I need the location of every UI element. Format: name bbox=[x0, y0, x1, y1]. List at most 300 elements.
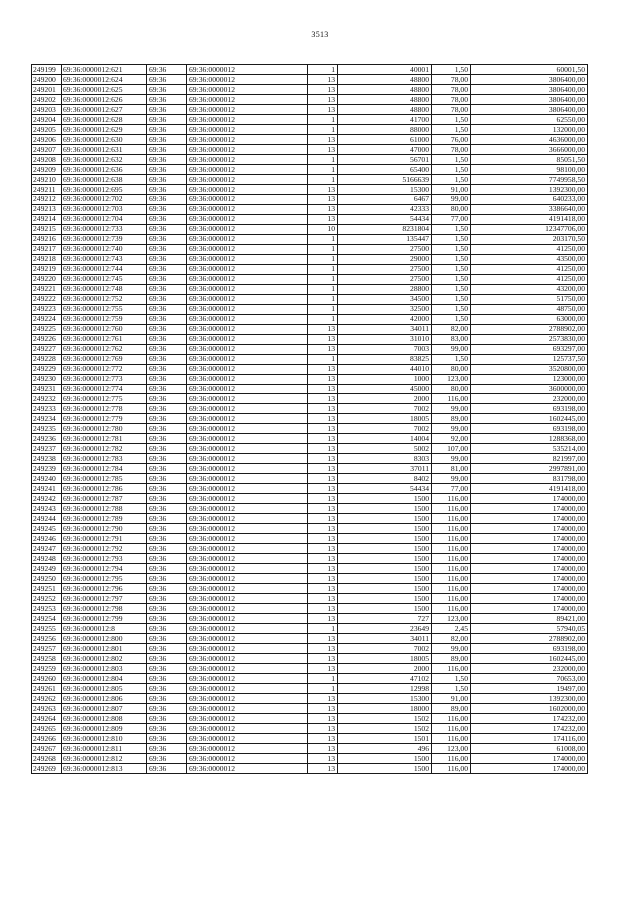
table-row bbox=[32, 154, 588, 164]
table-row bbox=[32, 144, 588, 154]
row-number-cell: 249256 bbox=[32, 634, 62, 644]
quarter-cell: 69:36:0000012 bbox=[187, 534, 308, 544]
cadastral-number-cell: 69:36:0000012:787 bbox=[62, 494, 147, 504]
area-cell: 1000 bbox=[338, 374, 432, 384]
district-cell: 69:36 bbox=[147, 664, 187, 674]
cadastral-number-cell: 69:36:0000012:803 bbox=[62, 664, 147, 674]
rate-cell: 76,00 bbox=[432, 134, 471, 144]
area-cell: 41700 bbox=[338, 114, 432, 124]
area-cell: 34500 bbox=[338, 294, 432, 304]
category-cell: 13 bbox=[308, 404, 338, 414]
cadastral-value-cell: 693198,00 bbox=[471, 404, 588, 414]
district-cell: 69:36 bbox=[147, 274, 187, 284]
cadastral-number-cell: 69:36:0000012:806 bbox=[62, 694, 147, 704]
row-number-cell: 249231 bbox=[32, 384, 62, 394]
quarter-cell: 69:36:0000012 bbox=[187, 494, 308, 504]
rate-cell: 116,00 bbox=[432, 584, 471, 594]
area-cell: 42333 bbox=[338, 204, 432, 214]
category-cell: 13 bbox=[308, 434, 338, 444]
cadastral-value-cell: 693198,00 bbox=[471, 424, 588, 434]
area-cell: 1500 bbox=[338, 564, 432, 574]
rate-cell: 1,50 bbox=[432, 65, 471, 75]
category-cell: 13 bbox=[308, 334, 338, 344]
rate-cell: 1,50 bbox=[432, 304, 471, 314]
rate-cell: 1,50 bbox=[432, 284, 471, 294]
district-cell: 69:36 bbox=[147, 494, 187, 504]
cadastral-value-cell: 41250,00 bbox=[471, 244, 588, 254]
district-cell: 69:36 bbox=[147, 684, 187, 694]
cadastral-number-cell: 69:36:0000012:629 bbox=[62, 124, 147, 134]
table-row bbox=[32, 164, 588, 174]
cadastral-number-cell: 69:36:0000012:805 bbox=[62, 684, 147, 694]
cadastral-number-cell: 69:36:0000012:780 bbox=[62, 424, 147, 434]
category-cell: 13 bbox=[308, 733, 338, 743]
rate-cell: 1,50 bbox=[432, 244, 471, 254]
area-cell: 8231804 bbox=[338, 224, 432, 234]
quarter-cell: 69:36:0000012 bbox=[187, 624, 308, 634]
cadastral-number-cell: 69:36:0000012:804 bbox=[62, 674, 147, 684]
row-number-cell: 249211 bbox=[32, 184, 62, 194]
table-row bbox=[32, 564, 588, 574]
cadastral-value-cell: 123000,00 bbox=[471, 374, 588, 384]
district-cell: 69:36 bbox=[147, 214, 187, 224]
area-cell: 28800 bbox=[338, 284, 432, 294]
cadastral-number-cell: 69:36:0000012:703 bbox=[62, 204, 147, 214]
area-cell: 45000 bbox=[338, 384, 432, 394]
quarter-cell: 69:36:0000012 bbox=[187, 743, 308, 753]
category-cell: 10 bbox=[308, 224, 338, 234]
cadastral-number-cell: 69:36:0000012:760 bbox=[62, 324, 147, 334]
rate-cell: 123,00 bbox=[432, 374, 471, 384]
district-cell: 69:36 bbox=[147, 164, 187, 174]
category-cell: 13 bbox=[308, 763, 338, 773]
table-row bbox=[32, 424, 588, 434]
district-cell: 69:36 bbox=[147, 304, 187, 314]
cadastral-number-cell: 69:36:0000012:798 bbox=[62, 604, 147, 614]
table-row bbox=[32, 444, 588, 454]
cadastral-value-cell: 7749958,50 bbox=[471, 174, 588, 184]
table-body bbox=[32, 65, 588, 774]
rate-cell: 80,00 bbox=[432, 384, 471, 394]
district-cell: 69:36 bbox=[147, 284, 187, 294]
category-cell: 13 bbox=[308, 654, 338, 664]
row-number-cell: 249235 bbox=[32, 424, 62, 434]
category-cell: 13 bbox=[308, 364, 338, 374]
area-cell: 48800 bbox=[338, 84, 432, 94]
row-number-cell: 249243 bbox=[32, 504, 62, 514]
cadastral-number-cell: 69:36:0000012:786 bbox=[62, 484, 147, 494]
quarter-cell: 69:36:0000012 bbox=[187, 134, 308, 144]
row-number-cell: 249200 bbox=[32, 74, 62, 84]
area-cell: 56701 bbox=[338, 154, 432, 164]
district-cell: 69:36 bbox=[147, 104, 187, 114]
category-cell: 13 bbox=[308, 694, 338, 704]
table-row bbox=[32, 204, 588, 214]
row-number-cell: 249265 bbox=[32, 723, 62, 733]
district-cell: 69:36 bbox=[147, 554, 187, 564]
district-cell: 69:36 bbox=[147, 454, 187, 464]
row-number-cell: 249223 bbox=[32, 304, 62, 314]
rate-cell: 92,00 bbox=[432, 434, 471, 444]
row-number-cell: 249219 bbox=[32, 264, 62, 274]
rate-cell: 77,00 bbox=[432, 484, 471, 494]
quarter-cell: 69:36:0000012 bbox=[187, 434, 308, 444]
district-cell: 69:36 bbox=[147, 713, 187, 723]
row-number-cell: 249234 bbox=[32, 414, 62, 424]
cadastral-number-cell: 69:36:0000012:632 bbox=[62, 154, 147, 164]
category-cell: 13 bbox=[308, 504, 338, 514]
cadastral-number-cell: 69:36:0000012:775 bbox=[62, 394, 147, 404]
category-cell: 13 bbox=[308, 704, 338, 714]
area-cell: 31010 bbox=[338, 334, 432, 344]
district-cell: 69:36 bbox=[147, 474, 187, 484]
cadastral-number-cell: 69:36:0000012:782 bbox=[62, 444, 147, 454]
category-cell: 1 bbox=[308, 304, 338, 314]
row-number-cell: 249257 bbox=[32, 644, 62, 654]
rate-cell: 78,00 bbox=[432, 84, 471, 94]
quarter-cell: 69:36:0000012 bbox=[187, 344, 308, 354]
category-cell: 1 bbox=[308, 314, 338, 324]
district-cell: 69:36 bbox=[147, 94, 187, 104]
row-number-cell: 249210 bbox=[32, 174, 62, 184]
quarter-cell: 69:36:0000012 bbox=[187, 474, 308, 484]
category-cell: 13 bbox=[308, 564, 338, 574]
cadastral-number-cell: 69:36:0000012:733 bbox=[62, 224, 147, 234]
rate-cell: 89,00 bbox=[432, 414, 471, 424]
cadastral-number-cell: 69:36:0000012:810 bbox=[62, 733, 147, 743]
table-row bbox=[32, 384, 588, 394]
cadastral-number-cell: 69:36:0000012:781 bbox=[62, 434, 147, 444]
category-cell: 1 bbox=[308, 124, 338, 134]
rate-cell: 82,00 bbox=[432, 324, 471, 334]
cadastral-value-cell: 821997,00 bbox=[471, 454, 588, 464]
area-cell: 44010 bbox=[338, 364, 432, 374]
row-number-cell: 249261 bbox=[32, 684, 62, 694]
category-cell: 13 bbox=[308, 414, 338, 424]
district-cell: 69:36 bbox=[147, 334, 187, 344]
area-cell: 7003 bbox=[338, 344, 432, 354]
cadastral-number-cell: 69:36:0000012:625 bbox=[62, 84, 147, 94]
table-row bbox=[32, 294, 588, 304]
row-number-cell: 249220 bbox=[32, 274, 62, 284]
district-cell: 69:36 bbox=[147, 144, 187, 154]
row-number-cell: 249251 bbox=[32, 584, 62, 594]
quarter-cell: 69:36:0000012 bbox=[187, 604, 308, 614]
category-cell: 13 bbox=[308, 374, 338, 384]
area-cell: 47102 bbox=[338, 674, 432, 684]
quarter-cell: 69:36:0000012 bbox=[187, 674, 308, 684]
row-number-cell: 249226 bbox=[32, 334, 62, 344]
district-cell: 69:36 bbox=[147, 84, 187, 94]
area-cell: 47000 bbox=[338, 144, 432, 154]
rate-cell: 1,50 bbox=[432, 354, 471, 364]
table-row bbox=[32, 254, 588, 264]
area-cell: 83825 bbox=[338, 354, 432, 364]
quarter-cell: 69:36:0000012 bbox=[187, 144, 308, 154]
category-cell: 13 bbox=[308, 584, 338, 594]
category-cell: 13 bbox=[308, 104, 338, 114]
cadastral-value-cell: 232000,00 bbox=[471, 664, 588, 674]
cadastral-number-cell: 69:36:0000012:807 bbox=[62, 704, 147, 714]
cadastral-number-cell: 69:36:0000012:812 bbox=[62, 753, 147, 763]
cadastral-value-cell: 3806400,00 bbox=[471, 74, 588, 84]
category-cell: 13 bbox=[308, 394, 338, 404]
cadastral-value-cell: 174000,00 bbox=[471, 564, 588, 574]
area-cell: 1500 bbox=[338, 524, 432, 534]
cadastral-number-cell: 69:36:0000012:636 bbox=[62, 164, 147, 174]
category-cell: 13 bbox=[308, 194, 338, 204]
row-number-cell: 249208 bbox=[32, 154, 62, 164]
cadastral-number-cell: 69:36:0000012:811 bbox=[62, 743, 147, 753]
cadastral-value-cell: 693297,00 bbox=[471, 344, 588, 354]
cadastral-value-cell: 174232,00 bbox=[471, 713, 588, 723]
category-cell: 1 bbox=[308, 234, 338, 244]
row-number-cell: 249259 bbox=[32, 664, 62, 674]
quarter-cell: 69:36:0000012 bbox=[187, 154, 308, 164]
cadastral-number-cell: 69:36:0000012:809 bbox=[62, 723, 147, 733]
table-row bbox=[32, 624, 588, 634]
quarter-cell: 69:36:0000012 bbox=[187, 65, 308, 75]
cadastral-value-cell: 3806400,00 bbox=[471, 84, 588, 94]
category-cell: 13 bbox=[308, 484, 338, 494]
cadastral-value-cell: 1602445,00 bbox=[471, 654, 588, 664]
category-cell: 13 bbox=[308, 534, 338, 544]
cadastral-value-cell: 51750,00 bbox=[471, 294, 588, 304]
table-row bbox=[32, 594, 588, 604]
area-cell: 54434 bbox=[338, 214, 432, 224]
area-cell: 15300 bbox=[338, 694, 432, 704]
rate-cell: 80,00 bbox=[432, 204, 471, 214]
cadastral-number-cell: 69:36:0000012:762 bbox=[62, 344, 147, 354]
table-row bbox=[32, 74, 588, 84]
page-number: 3513 bbox=[311, 30, 329, 39]
rate-cell: 83,00 bbox=[432, 334, 471, 344]
cadastral-value-cell: 3520800,00 bbox=[471, 364, 588, 374]
rate-cell: 123,00 bbox=[432, 614, 471, 624]
row-number-cell: 249245 bbox=[32, 524, 62, 534]
area-cell: 727 bbox=[338, 614, 432, 624]
area-cell: 48800 bbox=[338, 74, 432, 84]
cadastral-number-cell: 69:36:0000012:800 bbox=[62, 634, 147, 644]
category-cell: 1 bbox=[308, 65, 338, 75]
rate-cell: 80,00 bbox=[432, 364, 471, 374]
rate-cell: 99,00 bbox=[432, 404, 471, 414]
district-cell: 69:36 bbox=[147, 314, 187, 324]
category-cell: 13 bbox=[308, 544, 338, 554]
cadastral-value-cell: 174000,00 bbox=[471, 514, 588, 524]
area-cell: 2000 bbox=[338, 664, 432, 674]
table-row bbox=[32, 544, 588, 554]
quarter-cell: 69:36:0000012 bbox=[187, 584, 308, 594]
district-cell: 69:36 bbox=[147, 114, 187, 124]
quarter-cell: 69:36:0000012 bbox=[187, 124, 308, 134]
category-cell: 13 bbox=[308, 214, 338, 224]
row-number-cell: 249201 bbox=[32, 84, 62, 94]
rate-cell: 116,00 bbox=[432, 394, 471, 404]
category-cell: 13 bbox=[308, 713, 338, 723]
row-number-cell: 249240 bbox=[32, 474, 62, 484]
cadastral-number-cell: 69:36:0000012:626 bbox=[62, 94, 147, 104]
district-cell: 69:36 bbox=[147, 194, 187, 204]
row-number-cell: 249247 bbox=[32, 544, 62, 554]
cadastral-value-cell: 174000,00 bbox=[471, 753, 588, 763]
cadastral-value-cell: 63000,00 bbox=[471, 314, 588, 324]
table-row bbox=[32, 274, 588, 284]
cadastral-value-cell: 174000,00 bbox=[471, 594, 588, 604]
category-cell: 13 bbox=[308, 604, 338, 614]
quarter-cell: 69:36:0000012 bbox=[187, 574, 308, 584]
table-row bbox=[32, 763, 588, 773]
quarter-cell: 69:36:0000012 bbox=[187, 723, 308, 733]
category-cell: 1 bbox=[308, 164, 338, 174]
district-cell: 69:36 bbox=[147, 584, 187, 594]
cadastral-number-cell: 69:36:0000012:783 bbox=[62, 454, 147, 464]
category-cell: 13 bbox=[308, 554, 338, 564]
district-cell: 69:36 bbox=[147, 544, 187, 554]
district-cell: 69:36 bbox=[147, 504, 187, 514]
rate-cell: 1,50 bbox=[432, 684, 471, 694]
district-cell: 69:36 bbox=[147, 604, 187, 614]
rate-cell: 1,50 bbox=[432, 124, 471, 134]
cadastral-value-cell: 3806400,00 bbox=[471, 104, 588, 114]
cadastral-value-cell: 203170,50 bbox=[471, 234, 588, 244]
category-cell: 1 bbox=[308, 274, 338, 284]
row-number-cell: 249266 bbox=[32, 733, 62, 743]
table-row bbox=[32, 584, 588, 594]
rate-cell: 116,00 bbox=[432, 504, 471, 514]
quarter-cell: 69:36:0000012 bbox=[187, 544, 308, 554]
table-row bbox=[32, 684, 588, 694]
table-row bbox=[32, 514, 588, 524]
rate-cell: 1,50 bbox=[432, 264, 471, 274]
district-cell: 69:36 bbox=[147, 594, 187, 604]
table-row bbox=[32, 184, 588, 194]
quarter-cell: 69:36:0000012 bbox=[187, 314, 308, 324]
cadastral-value-cell: 174000,00 bbox=[471, 504, 588, 514]
cadastral-number-cell: 69:36:0000012:789 bbox=[62, 514, 147, 524]
row-number-cell: 249207 bbox=[32, 144, 62, 154]
cadastral-value-cell: 2573830,00 bbox=[471, 334, 588, 344]
table-row bbox=[32, 65, 588, 75]
row-number-cell: 249264 bbox=[32, 713, 62, 723]
row-number-cell: 249202 bbox=[32, 94, 62, 104]
quarter-cell: 69:36:0000012 bbox=[187, 644, 308, 654]
cadastral-number-cell: 69:36:0000012:773 bbox=[62, 374, 147, 384]
cadastral-number-cell: 69:36:0000012:795 bbox=[62, 574, 147, 584]
cadastral-number-cell: 69:36:0000012:759 bbox=[62, 314, 147, 324]
table-row bbox=[32, 214, 588, 224]
cadastral-value-cell: 535214,00 bbox=[471, 444, 588, 454]
category-cell: 13 bbox=[308, 634, 338, 644]
area-cell: 1501 bbox=[338, 733, 432, 743]
category-cell: 13 bbox=[308, 494, 338, 504]
table-row bbox=[32, 324, 588, 334]
table-row bbox=[32, 364, 588, 374]
cadastral-value-cell: 693198,00 bbox=[471, 644, 588, 654]
rate-cell: 116,00 bbox=[432, 594, 471, 604]
rate-cell: 1,50 bbox=[432, 114, 471, 124]
rate-cell: 1,50 bbox=[432, 164, 471, 174]
table-row bbox=[32, 654, 588, 664]
table-row bbox=[32, 464, 588, 474]
row-number-cell: 249258 bbox=[32, 654, 62, 664]
category-cell: 13 bbox=[308, 514, 338, 524]
cadastral-value-cell: 1392300,00 bbox=[471, 184, 588, 194]
district-cell: 69:36 bbox=[147, 384, 187, 394]
category-cell: 13 bbox=[308, 84, 338, 94]
quarter-cell: 69:36:0000012 bbox=[187, 444, 308, 454]
district-cell: 69:36 bbox=[147, 324, 187, 334]
cadastral-number-cell: 69:36:0000012:695 bbox=[62, 184, 147, 194]
row-number-cell: 249221 bbox=[32, 284, 62, 294]
row-number-cell: 249199 bbox=[32, 65, 62, 75]
district-cell: 69:36 bbox=[147, 624, 187, 634]
row-number-cell: 249260 bbox=[32, 674, 62, 684]
table-row bbox=[32, 334, 588, 344]
area-cell: 1500 bbox=[338, 504, 432, 514]
table-row bbox=[32, 244, 588, 254]
quarter-cell: 69:36:0000012 bbox=[187, 414, 308, 424]
cadastral-number-cell: 69:36:0000012:761 bbox=[62, 334, 147, 344]
quarter-cell: 69:36:0000012 bbox=[187, 324, 308, 334]
row-number-cell: 249237 bbox=[32, 444, 62, 454]
district-cell: 69:36 bbox=[147, 644, 187, 654]
area-cell: 37011 bbox=[338, 464, 432, 474]
area-cell: 1500 bbox=[338, 554, 432, 564]
district-cell: 69:36 bbox=[147, 444, 187, 454]
quarter-cell: 69:36:0000012 bbox=[187, 74, 308, 84]
district-cell: 69:36 bbox=[147, 404, 187, 414]
rate-cell: 107,00 bbox=[432, 444, 471, 454]
district-cell: 69:36 bbox=[147, 134, 187, 144]
district-cell: 69:36 bbox=[147, 694, 187, 704]
area-cell: 88000 bbox=[338, 124, 432, 134]
area-cell: 54434 bbox=[338, 484, 432, 494]
rate-cell: 89,00 bbox=[432, 704, 471, 714]
row-number-cell: 249212 bbox=[32, 194, 62, 204]
district-cell: 69:36 bbox=[147, 484, 187, 494]
category-cell: 13 bbox=[308, 644, 338, 654]
district-cell: 69:36 bbox=[147, 614, 187, 624]
area-cell: 1500 bbox=[338, 584, 432, 594]
area-cell: 1500 bbox=[338, 494, 432, 504]
quarter-cell: 69:36:0000012 bbox=[187, 514, 308, 524]
row-number-cell: 249252 bbox=[32, 594, 62, 604]
district-cell: 69:36 bbox=[147, 434, 187, 444]
district-cell: 69:36 bbox=[147, 733, 187, 743]
cadastral-value-cell: 3666000,00 bbox=[471, 144, 588, 154]
quarter-cell: 69:36:0000012 bbox=[187, 614, 308, 624]
row-number-cell: 249227 bbox=[32, 344, 62, 354]
cadastral-value-cell: 174000,00 bbox=[471, 584, 588, 594]
cadastral-value-cell: 2788902,00 bbox=[471, 634, 588, 644]
table-row bbox=[32, 414, 588, 424]
area-cell: 18000 bbox=[338, 704, 432, 714]
cadastral-value-cell: 1602445,00 bbox=[471, 414, 588, 424]
district-cell: 69:36 bbox=[147, 174, 187, 184]
rate-cell: 116,00 bbox=[432, 763, 471, 773]
category-cell: 13 bbox=[308, 144, 338, 154]
row-number-cell: 249236 bbox=[32, 434, 62, 444]
cadastral-number-cell: 69:36:0000012:784 bbox=[62, 464, 147, 474]
category-cell: 13 bbox=[308, 474, 338, 484]
cadastral-number-cell: 69:36:0000012:772 bbox=[62, 364, 147, 374]
table-row bbox=[32, 743, 588, 753]
quarter-cell: 69:36:0000012 bbox=[187, 364, 308, 374]
table-row bbox=[32, 723, 588, 733]
category-cell: 13 bbox=[308, 524, 338, 534]
table-row bbox=[32, 574, 588, 584]
